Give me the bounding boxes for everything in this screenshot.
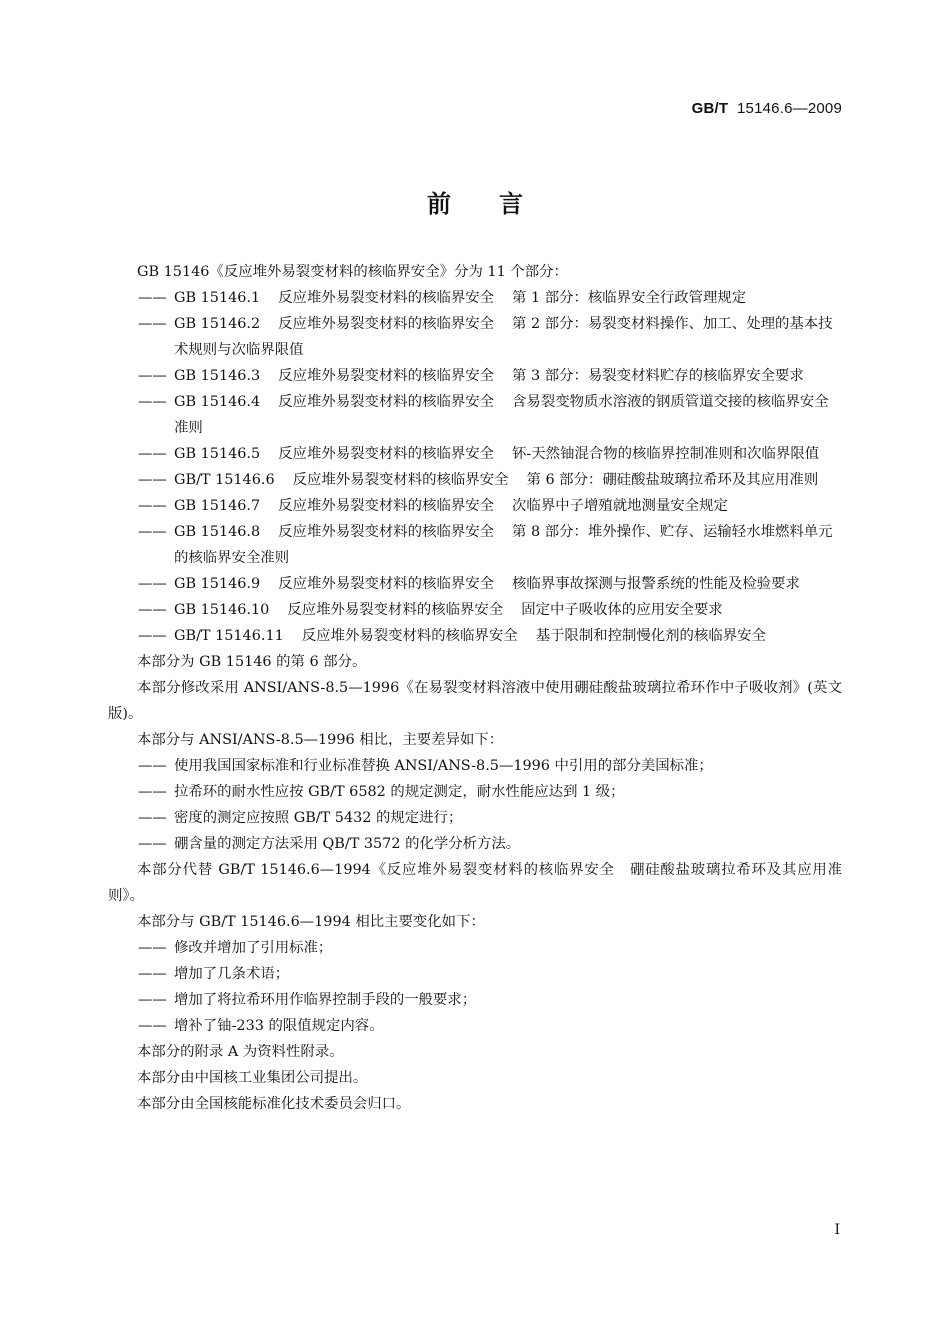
part-name: 反应堆外易裂变材料的核临界安全 xyxy=(292,472,509,488)
part-name: 反应堆外易裂变材料的核临界安全 xyxy=(278,394,495,410)
difference-item xyxy=(108,805,842,831)
dash-marker: —— xyxy=(138,576,167,592)
part-subtitle: 第 8 部分：堆外操作、贮存、运输轻水堆燃料单元的核临界安全准则 xyxy=(174,524,833,566)
change-item-text: 增加了几条术语； xyxy=(174,966,290,982)
standard-number xyxy=(692,100,842,117)
dash-marker: —— xyxy=(138,940,167,956)
dash-marker: —— xyxy=(138,524,167,540)
part-name: 反应堆外易裂变材料的核临界安全 xyxy=(278,524,495,540)
difference-item-text: 使用我国国家标准和行业标准替换 ANSI/ANS-8.5—1996 中引用的部分美国标准； xyxy=(174,758,713,774)
part-item xyxy=(108,311,842,363)
change-item-text: 增加了将拉希环用作临界控制手段的一般要求； xyxy=(174,992,477,1008)
changes-intro: 本部分与 GB/T 15146.6—1994 相比主要变化如下： xyxy=(137,914,485,930)
part-code: GB 15146.9 xyxy=(174,576,261,592)
proposed-paragraph: 本部分由中国核工业集团公司提出。 xyxy=(137,1070,368,1086)
part-subtitle: 核临界事故探测与报警系统的性能及检验要求 xyxy=(512,576,800,592)
part-subtitle: 第 6 部分：硼硅酸盐玻璃拉希环及其应用准则 xyxy=(526,472,819,488)
dash-marker: —— xyxy=(138,836,167,852)
change-item xyxy=(108,1013,842,1039)
replace-paragraph: 本部分代替 GB/T 15146.6—1994《反应堆外易裂变材料的核临界安全 硼硅酸盐玻璃拉希环及其应用准则》。 xyxy=(108,862,842,904)
differences-intro: 本部分与 ANSI/ANS-8.5—1996 相比，主要差异如下： xyxy=(137,732,504,748)
part-subtitle: 次临界中子增殖就地测量安全规定 xyxy=(512,498,728,514)
part-code: GB 15146.7 xyxy=(174,498,261,514)
dash-marker: —— xyxy=(138,316,167,332)
dash-marker: —— xyxy=(138,368,167,384)
part-code: GB 15146.1 xyxy=(174,290,261,306)
dash-marker: —— xyxy=(138,394,167,410)
part-code: GB 15146.4 xyxy=(174,394,261,410)
dash-marker: —— xyxy=(138,446,167,462)
part-subtitle: 第 3 部分：易裂变材料贮存的核临界安全要求 xyxy=(512,368,804,384)
part-name: 反应堆外易裂变材料的核临界安全 xyxy=(278,498,495,514)
part-name: 反应堆外易裂变材料的核临界安全 xyxy=(301,628,518,644)
difference-item-text: 拉希环的耐水性应按 GB/T 6582 的规定测定，耐水性能应达到 1 级； xyxy=(174,784,625,800)
part-subtitle: 第 2 部分：易裂变材料操作、加工、处理的基本技术规则与次临界限值 xyxy=(174,316,833,358)
foreword-body xyxy=(108,259,842,1117)
dash-marker: —— xyxy=(138,498,167,514)
part-name: 反应堆外易裂变材料的核临界安全 xyxy=(278,290,495,306)
part-item xyxy=(108,571,842,597)
part-subtitle: 固定中子吸收体的应用安全要求 xyxy=(521,602,723,618)
part-code: GB 15146.3 xyxy=(174,368,261,384)
dash-marker: —— xyxy=(138,992,167,1008)
part-code: GB/T 15146.11 xyxy=(174,628,284,644)
change-item xyxy=(108,987,842,1013)
difference-item-text: 密度的测定应按照 GB/T 5432 的规定进行； xyxy=(174,810,463,826)
dash-marker: —— xyxy=(138,966,167,982)
difference-item xyxy=(108,753,842,779)
changes-list xyxy=(108,935,842,1039)
difference-item xyxy=(108,831,842,857)
part-subtitle: 基于限制和控制慢化剂的核临界安全 xyxy=(535,628,766,644)
this-part-paragraph: 本部分为 GB 15146 的第 6 部分。 xyxy=(137,654,367,670)
part-code: GB 15146.10 xyxy=(174,602,270,618)
intro-paragraph: GB 15146《反应堆外易裂变材料的核临界安全》分为 11 个部分： xyxy=(137,264,568,280)
part-name: 反应堆外易裂变材料的核临界安全 xyxy=(278,446,495,462)
standard-prefix: GB/T xyxy=(691,100,729,117)
change-item xyxy=(108,935,842,961)
change-item-text: 增补了铀-233 的限值规定内容。 xyxy=(174,1018,384,1034)
page-title: 前言 xyxy=(427,189,571,218)
part-subtitle: 含易裂变物质水溶液的钢质管道交接的核临界安全准则 xyxy=(174,394,829,436)
part-item xyxy=(108,285,842,311)
part-item xyxy=(108,389,842,441)
annex-paragraph: 本部分的附录 A 为资料性附录。 xyxy=(137,1044,344,1060)
part-code: GB 15146.2 xyxy=(174,316,261,332)
change-item-text: 修改并增加了引用标准； xyxy=(174,940,333,956)
part-name: 反应堆外易裂变材料的核临界安全 xyxy=(278,316,495,332)
part-subtitle: 第 1 部分：核临界安全行政管理规定 xyxy=(512,290,747,306)
part-code: GB 15146.8 xyxy=(174,524,261,540)
difference-item-text: 硼含量的测定方法采用 QB/T 3572 的化学分析方法。 xyxy=(174,836,521,852)
part-item xyxy=(108,441,842,467)
part-item xyxy=(108,363,842,389)
part-name: 反应堆外易裂变材料的核临界安全 xyxy=(278,576,495,592)
part-code: GB 15146.5 xyxy=(174,446,261,462)
managed-paragraph: 本部分由全国核能标准化技术委员会归口。 xyxy=(137,1096,411,1112)
dash-marker: —— xyxy=(138,810,167,826)
part-item xyxy=(108,597,842,623)
dash-marker: —— xyxy=(138,628,167,644)
part-item xyxy=(108,493,842,519)
dash-marker: —— xyxy=(138,290,167,306)
differences-list xyxy=(108,753,842,857)
part-item xyxy=(108,467,842,493)
part-item xyxy=(108,623,842,649)
dash-marker: —— xyxy=(138,602,167,618)
part-name: 反应堆外易裂变材料的核临界安全 xyxy=(287,602,504,618)
standard-code: 15146.6—2009 xyxy=(737,100,842,117)
dash-marker: —— xyxy=(138,758,167,774)
part-subtitle: 钚-天然铀混合物的核临界控制准则和次临界限值 xyxy=(512,446,820,462)
part-item xyxy=(108,519,842,571)
difference-item xyxy=(108,779,842,805)
dash-marker: —— xyxy=(138,472,167,488)
adopt-paragraph: 本部分修改采用 ANSI/ANS-8.5—1996《在易裂变材料溶液中使用硼硅酸盐玻璃拉希环作中子吸收剂》(英文版)。 xyxy=(108,680,842,722)
dash-marker: —— xyxy=(138,784,167,800)
part-code: GB/T 15146.6 xyxy=(174,472,275,488)
page-number: I xyxy=(834,1222,840,1238)
dash-marker: —— xyxy=(138,1018,167,1034)
part-name: 反应堆外易裂变材料的核临界安全 xyxy=(278,368,495,384)
change-item xyxy=(108,961,842,987)
parts-list xyxy=(108,285,842,649)
